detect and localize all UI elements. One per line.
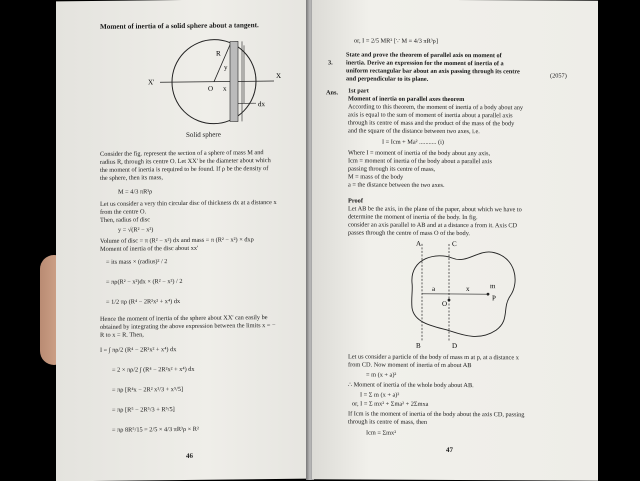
where-line: Where I = moment of inertia of the body about any axis, bbox=[348, 149, 490, 158]
question-line: uniform rectangular bar about an axis passing through its centre bbox=[346, 67, 520, 76]
right-body-line: axis is equal to the sum of moment of inertia about a parallel axis bbox=[348, 111, 513, 120]
left-equation: = πρ 8R⁵/15 = 2/5 × 4/3 πR³ρ × R² bbox=[112, 426, 199, 435]
fig2-label-O: O bbox=[442, 300, 447, 308]
left-line: Then, radius of disc bbox=[100, 216, 150, 225]
parallel-axis-figure bbox=[392, 238, 522, 351]
proof-line: passes through the centre of mass O of the body. bbox=[348, 229, 470, 238]
after-line: through its centre of mass, then bbox=[348, 418, 427, 426]
after-line: Icm = Σmx² bbox=[366, 430, 396, 438]
where-line: a = the distance between the two axes. bbox=[348, 181, 445, 190]
left-equation: y = √(R² − x²) bbox=[118, 226, 153, 234]
sphere-figure bbox=[146, 33, 286, 134]
fig-label-R: R bbox=[216, 50, 221, 58]
left-line: obtained by integrating the above expression between the limits x = − bbox=[100, 322, 276, 332]
left-line: the moment of inertia is required to be found. If ρ be the density of bbox=[100, 165, 268, 175]
left-line: Hence the moment of inertia of the sphere about XX' can easily be bbox=[100, 314, 268, 324]
after-line: from CD. Now moment of inertia of m about AB bbox=[348, 361, 471, 370]
theorem-title: Moment of inertia on parallel axes theorem bbox=[348, 95, 464, 104]
left-equation: = πρ [R⁵ − 2R⁵/3 + R⁵/5] bbox=[112, 406, 175, 415]
left-equation: = 2 × πρ/2 ∫ (R⁴ − 2R²x² + x⁴) dx bbox=[112, 366, 195, 375]
left-equation: = its mass × (radius)² / 2 bbox=[106, 258, 167, 267]
part-label: 1st part bbox=[348, 87, 369, 95]
right-page-number: 47 bbox=[446, 446, 453, 454]
fig-label-xprime: X' bbox=[148, 78, 154, 86]
after-line: Let us consider a particle of the body of mass m at p, at a distance x bbox=[348, 353, 519, 362]
question-line: inertia. Derive an expression for the moment of inertia of a bbox=[346, 59, 504, 68]
left-equation: = πρ(R² − x²)dx × (R² − x²) / 2 bbox=[106, 278, 183, 287]
after-line: = m (x + a)² bbox=[366, 372, 396, 380]
where-line: M = mass of the body bbox=[348, 173, 403, 181]
after-line: ∴ Moment of inertia of the whole body about AB. bbox=[348, 381, 474, 390]
where-line: passing through its centre of mass, bbox=[348, 165, 435, 173]
ans-label: Ans. bbox=[326, 89, 338, 97]
left-page-number: 46 bbox=[186, 452, 193, 460]
fig2-label-x: x bbox=[466, 285, 470, 293]
after-line: I = Σ m (x + a)² bbox=[360, 392, 399, 400]
fig2-label-A: A bbox=[416, 240, 421, 248]
theorem-equation: I = Icm + Ma² ........... (i) bbox=[382, 139, 444, 147]
left-equation: M = 4/3 πR³ρ bbox=[118, 188, 152, 196]
figure-caption: Solid sphere bbox=[186, 131, 221, 139]
left-line: from the centre O. bbox=[100, 208, 146, 216]
left-line: Volume of disc = π (R² − x²) dx and mass = π (R² − x²) × dxρ bbox=[100, 236, 254, 246]
fig2-label-P: P bbox=[492, 294, 496, 302]
right-top-line: or, I = 2/5 MR² [∵ M = 4/3 πR³ρ] bbox=[354, 37, 438, 45]
fig-label-y: y bbox=[224, 64, 228, 72]
right-page bbox=[312, 0, 598, 481]
fig2-label-a: a bbox=[432, 285, 436, 293]
left-heading: Moment of inertia of a solid sphere about a tangent. bbox=[100, 21, 259, 31]
where-line: Icm = moment of inertia of the body about a parallel axis bbox=[348, 157, 492, 166]
fig-label-O: O bbox=[208, 85, 213, 93]
left-equation: I = ∫ πρ/2 (R⁴ − 2R²x² + x⁴) dx bbox=[100, 346, 176, 355]
fig2-label-C: C bbox=[452, 240, 457, 248]
left-line: radius R, through its centre O. Let XX' be the diameter about which bbox=[100, 157, 271, 167]
fig-label-x: x bbox=[223, 85, 227, 93]
right-body-line: According to this theorem, the moment of inertia of a body about any bbox=[348, 103, 523, 112]
fig2-label-D: D bbox=[452, 342, 457, 350]
proof-line: determine the moment of inertia of the body. In fig. bbox=[348, 213, 478, 222]
left-line: the sphere, then its mass, bbox=[100, 174, 163, 183]
proof-line: consider an axis parallel to AB and at a distance a from it. Axis CD bbox=[348, 221, 517, 230]
fig-label-dx: dx bbox=[258, 100, 265, 108]
right-body-line: through its centre of mass and the product of the mass of the body bbox=[348, 119, 514, 128]
proof-line: Let AB be the axis, in the plane of the paper, about which we have to bbox=[348, 205, 522, 214]
fig-label-X: X bbox=[276, 72, 281, 80]
fig2-label-B: B bbox=[416, 342, 421, 350]
question-number: 3. bbox=[328, 59, 333, 67]
left-line: Consider the fig. represent the section of a sphere of mass M and bbox=[100, 149, 264, 159]
left-equation: = πρ [R⁴x − 2R² x³/3 + x⁵/5] bbox=[112, 386, 183, 395]
fig2-label-m: m bbox=[490, 282, 496, 290]
left-equation: = 1/2 πρ (R⁴ − 2R²x² + x⁴) dx bbox=[106, 298, 180, 307]
question-year: (2057) bbox=[550, 72, 567, 80]
after-line: If Icm is the moment of inertia of the body about the axis CD, passing bbox=[348, 410, 524, 419]
question-line: and perpendicular to its plane. bbox=[346, 75, 428, 83]
question-line: State and prove the theorem of parallel axis on moment of bbox=[346, 51, 502, 60]
right-body-line: and the square of the distance between two axes, i.e. bbox=[348, 127, 480, 136]
left-line: Let us consider a very thin circular disc of thickness dx at a distance x bbox=[100, 199, 277, 209]
after-line: or, I = Σ mx² + Σma² + 2Σmxa bbox=[352, 400, 428, 408]
proof-label: Proof bbox=[348, 197, 363, 205]
left-line: Moment of inertia of the disc about xx' bbox=[100, 245, 198, 254]
left-line: R to x = R. Then, bbox=[100, 331, 144, 339]
left-page bbox=[56, 0, 308, 481]
